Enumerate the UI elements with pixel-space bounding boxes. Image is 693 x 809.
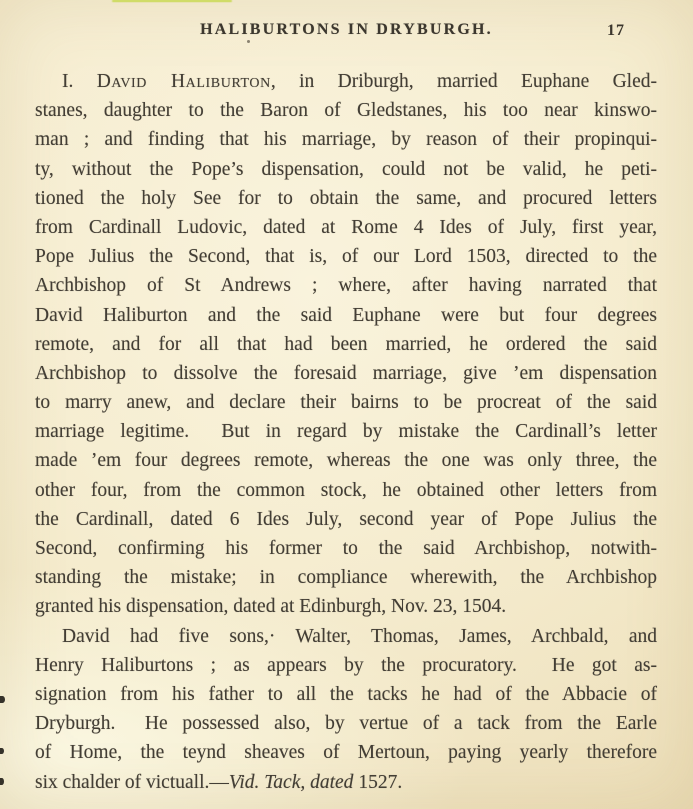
- text-segment: man ; and finding that his marriage, by reason of their propinqui-: [35, 129, 657, 151]
- text-segment: tioned the holy See for to obtain the same, and procured letters: [35, 187, 657, 209]
- text-segment: standing the mistake; in compliance wherewith, the Archbishop: [35, 567, 657, 589]
- text-line: [35, 271, 657, 300]
- text-line: [35, 67, 657, 96]
- text-line: [35, 768, 657, 797]
- text-line: [35, 125, 657, 154]
- text-line: [35, 622, 657, 651]
- text-line: [35, 534, 657, 563]
- text-segment: made ’em four degrees remote, whereas the one was only three, the: [35, 450, 657, 472]
- text-segment: I.: [62, 71, 97, 92]
- scan-speck: [0, 748, 4, 754]
- text-line: [35, 96, 657, 125]
- text-segment: Pope Julius the Second, that is, of our Lord 1503, directed to the: [35, 246, 657, 268]
- page-number: 17: [607, 22, 625, 39]
- text-line: [35, 155, 657, 184]
- text-segment: , in Driburgh, married Euphane Gled-: [270, 71, 657, 92]
- text-segment: signation from his father to all the tacks he had of the Abbacie of: [35, 683, 657, 705]
- text-segment: David had five sons,· Walter, Thomas, James, Archbald, and: [62, 625, 657, 647]
- text-segment: David Haliburton and the said Euphane were but four degrees: [35, 304, 657, 326]
- text-line: [35, 563, 657, 592]
- text-line: [35, 592, 657, 621]
- text-segment: six chalder of victuall.—: [35, 771, 229, 793]
- text-line: [35, 738, 657, 767]
- text-segment: other four, from the common stock, he obtained other letters from: [35, 479, 657, 501]
- text-segment: Archbishop of St Andrews ; where, after having narrated that: [35, 275, 657, 297]
- text-segment: stanes, daughter to the Baron of Gledstanes, his too near kinswo-: [35, 100, 657, 122]
- text-line: [35, 446, 657, 475]
- running-header-title: HALIBURTONS IN DRYBURGH.: [200, 21, 493, 38]
- text-segment: ty, without the Pope’s dispensation, could not be valid, he peti-: [35, 158, 657, 180]
- text-line: [35, 476, 657, 505]
- text-segment: Archbishop to dissolve the foresaid marriage, give ’em dispensation: [35, 362, 657, 384]
- scan-speck: [0, 778, 4, 785]
- text-line: [35, 213, 657, 242]
- text-line: [35, 184, 657, 213]
- text-segment: David Haliburton: [96, 71, 271, 92]
- body-text: [35, 67, 657, 797]
- text-line: [35, 359, 657, 388]
- text-line: [35, 330, 657, 359]
- page-header: [0, 21, 693, 39]
- text-line: [35, 651, 657, 680]
- paragraph: [35, 622, 657, 797]
- paragraph: [35, 67, 657, 622]
- text-segment: 1527.: [358, 771, 403, 793]
- text-segment: marriage legitime. But in regard by mistake the Cardinall’s letter: [35, 421, 657, 443]
- text-segment: Henry Haliburtons ; as appears by the procuratory. He got as-: [35, 654, 657, 676]
- text-segment: the Cardinall, dated 6 Ides July, second year of Pope Julius the: [35, 508, 657, 530]
- text-segment: Dryburgh. He possessed also, by vertue of a tack from the Earle: [35, 713, 657, 735]
- text-segment: granted his dispensation, dated at Edinburgh, Nov. 23, 1504.: [35, 596, 507, 618]
- text-line: [35, 242, 657, 271]
- scan-artifact-line: [112, 0, 232, 2]
- text-segment: from Cardinall Ludovic, dated at Rome 4 Ides of July, first year,: [35, 216, 657, 238]
- text-line: [35, 417, 657, 446]
- text-segment: Second, confirming his former to the said Archbishop, notwith-: [35, 538, 657, 559]
- text-line: [35, 301, 657, 330]
- text-line: [35, 680, 657, 709]
- scan-speck: [0, 696, 5, 703]
- scan-speck: [247, 40, 250, 43]
- text-line: [35, 505, 657, 534]
- text-segment: remote, and for all that had been married, he ordered the said: [35, 333, 657, 355]
- text-segment: Vid. Tack, dated: [228, 771, 359, 793]
- text-segment: of Home, the teynd sheaves of Mertoun, paying yearly therefore: [35, 742, 657, 764]
- text-segment: to marry anew, and declare their bairns to be procreat of the said: [35, 392, 657, 414]
- text-line: [35, 388, 657, 417]
- text-line: [35, 709, 657, 738]
